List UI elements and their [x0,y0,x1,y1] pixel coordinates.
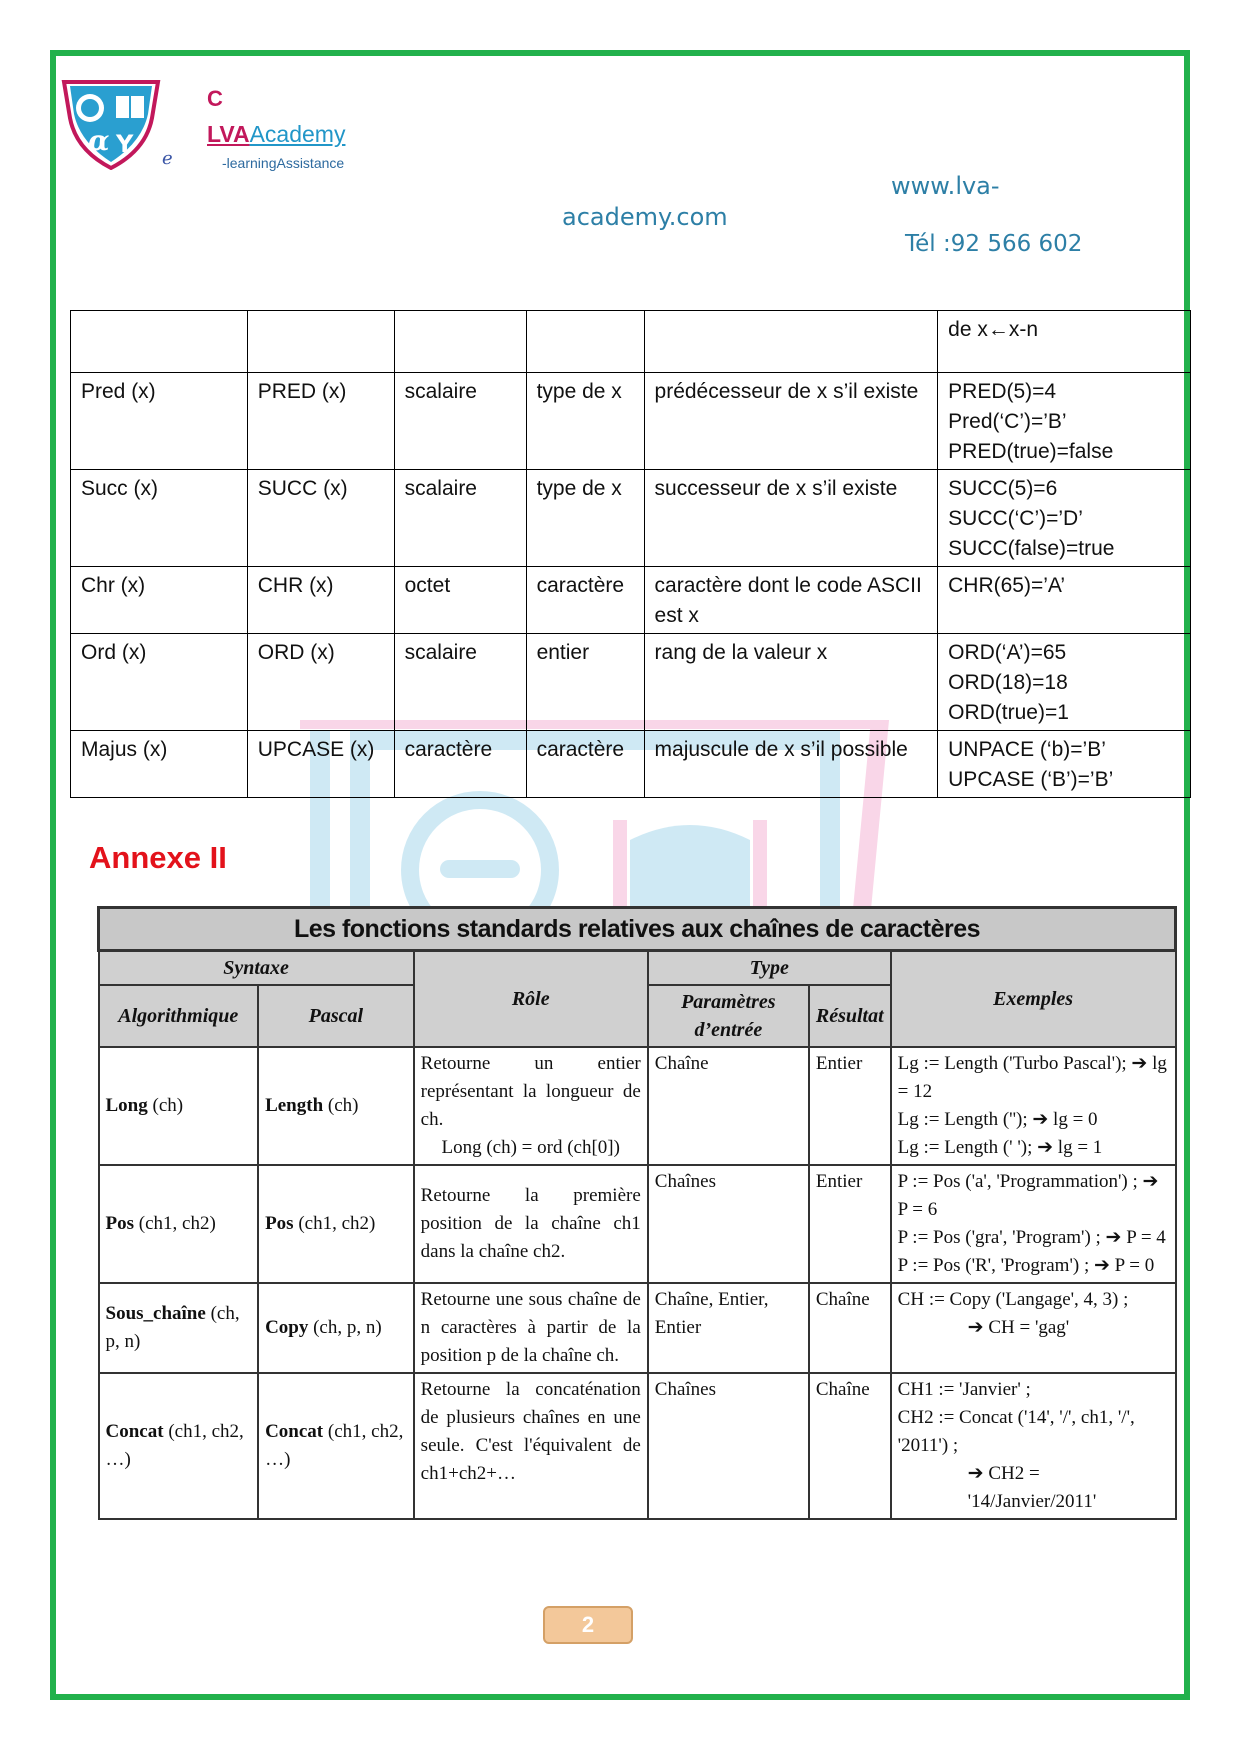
function-args: (ch1, ch2, …) [105,1421,244,1470]
header-params: Paramètres d’entrée [648,985,809,1047]
table-cell: UNPACE (‘b)=’B’ UPCASE (‘B’)=’B’ [938,731,1191,798]
function-name: Copy [265,1317,309,1338]
example-line: ➔ CH2 = '14/Janvier/2011' [967,1463,1097,1512]
role-cell [414,1047,648,1165]
algo-syntax-cell [99,1283,259,1373]
example-line: P := Pos ('a', 'Programmation') ; ➔ P = 6 [897,1171,1159,1220]
role-cell [414,1165,648,1283]
brand-academy: Academy [249,121,346,147]
table-cell: SUCC(5)=6 SUCC(‘C’)=’D’ SUCC(false)=true [938,470,1191,567]
table-cell: caractère [394,731,526,798]
header-exemples: Exemples [891,951,1176,1048]
table-cell: de x←x-n [938,311,1191,373]
website-part2: academy.com [562,203,728,231]
table-row [71,373,1191,470]
phone-number: Tél :92 566 602 [905,231,1083,257]
table-row [99,1165,1176,1283]
function-args: (ch, p, n) [308,1317,382,1338]
website-part1: www.lva- [891,172,1000,200]
table-row [99,1047,1176,1165]
annexe-title: Annexe II [89,840,227,875]
table-cell: scalaire [394,373,526,470]
header-resultat: Résultat [809,985,891,1047]
page-number: 2 [543,1606,633,1644]
example-line: P := Pos ('R', 'Program') ; ➔ P = 0 [897,1255,1155,1276]
header-pascal: Pascal [258,985,414,1047]
table-cell: SUCC (x) [247,470,394,567]
pascal-syntax-cell [258,1283,414,1373]
function-args: (ch) [323,1095,359,1116]
table-title: Les fonctions standards relatives aux chaînes de caractères [99,908,1176,951]
params-cell: Chaîne, Entier, Entier [648,1283,809,1373]
example-line: CH := Copy ('Langage', 4, 3) ; [897,1289,1129,1310]
table-cell: PRED (x) [247,373,394,470]
table-row [71,634,1191,731]
result-cell: Entier [809,1047,891,1165]
table-cell: caractère [526,567,644,634]
role-cell [414,1373,648,1519]
scalar-functions-table [70,310,1191,798]
table-row [99,1373,1176,1519]
brand-subtitle: -learningAssistance [222,155,345,171]
function-args: (ch1, ch2, …) [265,1421,404,1470]
table-cell: octet [394,567,526,634]
algo-syntax-cell [99,1373,259,1519]
function-name: Concat [105,1421,164,1442]
table-cell: Pred (x) [71,373,248,470]
table-cell: caractère dont le code ASCII est x [644,567,938,634]
table-row [71,311,1191,373]
table-title-row [99,908,1176,951]
function-name: Long [105,1095,148,1116]
examples-cell [891,1283,1176,1373]
pascal-syntax-cell [258,1373,414,1519]
table-cell: ORD (x) [247,634,394,731]
function-args: (ch) [147,1095,184,1116]
table-cell: rang de la valeur x [644,634,938,731]
example-line: CH2 := Concat ('14', '/', ch1, '/', '2011') ; [897,1407,1135,1456]
table-cell [394,311,526,373]
role-extra: Long (ch) = ord (ch[0]) [441,1137,620,1158]
svg-text:Y: Y [116,130,134,158]
examples-cell [891,1047,1176,1165]
params-cell: Chaînes [648,1165,809,1283]
function-name: Concat [265,1421,324,1442]
table-cell: type de x [526,373,644,470]
table-cell: Succ (x) [71,470,248,567]
pascal-syntax-cell [258,1047,414,1165]
result-cell: Entier [809,1165,891,1283]
table-cell: successeur de x s’il existe [644,470,938,567]
header-role: Rôle [414,951,648,1048]
table-row [71,470,1191,567]
algo-syntax-cell [99,1165,259,1283]
svg-text:α: α [88,124,110,157]
brand-c: C [207,86,223,111]
table-cell: scalaire [394,634,526,731]
pascal-syntax-cell [258,1165,414,1283]
role-text: Retourne un entier représentant la longueur de ch. [420,1053,641,1130]
table-cell: CHR(65)=’A’ [938,567,1191,634]
example-line: Lg := Length ('Turbo Pascal'); ➔ lg = 12 [897,1053,1167,1102]
example-line: ➔ CH = 'gag' [967,1317,1070,1338]
table-header-row [99,951,1176,986]
role-text: Retourne une sous chaîne de n caractères à partir de la position p de la chaîne ch. [420,1289,641,1366]
function-args: (ch1, ch2) [134,1213,216,1234]
table-cell: prédécesseur de x s’il existe [644,373,938,470]
function-name: Pos [105,1213,134,1234]
examples-cell [891,1373,1176,1519]
role-cell [414,1283,648,1373]
table-row [71,567,1191,634]
function-name: Pos [265,1213,294,1234]
table-cell [247,311,394,373]
table-cell [644,311,938,373]
params-cell: Chaînes [648,1373,809,1519]
academy-logo [58,78,164,170]
function-name: Length [265,1095,324,1116]
role-text: Retourne la première position de la chaîne ch1 dans la chaîne ch2. [420,1185,641,1262]
table-cell: Ord (x) [71,634,248,731]
table-cell: type de x [526,470,644,567]
example-line: P := Pos ('gra', 'Program') ; ➔ P = 4 [897,1227,1166,1248]
function-args: (ch1, ch2) [293,1213,376,1234]
algo-syntax-cell [99,1047,259,1165]
example-line: Lg := Length (' '); ➔ lg = 1 [897,1137,1103,1158]
params-cell: Chaîne [648,1047,809,1165]
table-cell: majuscule de x s’il possible [644,731,938,798]
header-type: Type [648,951,891,986]
example-line: CH1 := 'Janvier' ; [897,1379,1031,1400]
header-algorithmique: Algorithmique [99,985,259,1047]
examples-cell [891,1165,1176,1283]
result-cell: Chaîne [809,1373,891,1519]
brand-name [207,121,345,148]
role-text: Retourne la concaténation de plusieurs chaînes en une seule. C'est l'équivalent de ch1+ch2+… [420,1379,641,1484]
table-cell: Chr (x) [71,567,248,634]
example-line: Lg := Length (''); ➔ lg = 0 [897,1109,1098,1130]
table-cell: ORD(‘A’)=65 ORD(18)=18 ORD(true)=1 [938,634,1191,731]
table-cell: UPCASE (x) [247,731,394,798]
string-functions-table [97,906,1177,1520]
table-cell: scalaire [394,470,526,567]
result-cell: Chaîne [809,1283,891,1373]
table-cell: caractère [526,731,644,798]
table-cell: Majus (x) [71,731,248,798]
table-row [71,731,1191,798]
table-cell: CHR (x) [247,567,394,634]
table-cell [526,311,644,373]
logo-e-letter: e [162,148,173,169]
header-syntaxe: Syntaxe [99,951,414,986]
table-cell [71,311,248,373]
function-args: (ch, p, n) [105,1303,240,1352]
table-cell: entier [526,634,644,731]
brand-lva: LVA [207,121,250,147]
function-name: Sous_chaîne [105,1303,206,1324]
table-row [99,1283,1176,1373]
table-cell: PRED(5)=4 Pred(‘C’)=’B’ PRED(true)=false [938,373,1191,470]
